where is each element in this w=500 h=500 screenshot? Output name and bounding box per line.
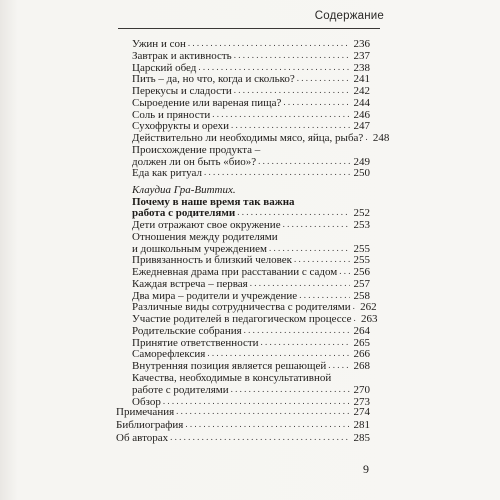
- toc-entry: Саморефлексия . . . 266: [132, 348, 370, 361]
- toc-entry: Об авторах . . . 285: [116, 432, 370, 445]
- toc-entry: Родительские собрания . . . 264: [132, 325, 370, 338]
- toc-entry: Внутренняя позиция является решающей . . . 268: [132, 360, 370, 373]
- toc-entry: Библиография . . . 281: [116, 419, 370, 432]
- toc-entry: Обзор . . . 273: [132, 396, 370, 409]
- toc-entry: Два мира – родители и учреждение . . . 258: [132, 290, 370, 303]
- chapter-author: Клаудиа Гра-Виттих.: [132, 183, 236, 196]
- chapter-title: работа с родителями . . . 252: [132, 207, 370, 220]
- toc-entry: Примечания . . . 274: [116, 406, 370, 419]
- toc-entry: Пить – да, но что, когда и сколько? . . . 241: [132, 73, 370, 86]
- toc-entry-line1: Происхождение продукта –: [132, 143, 261, 156]
- chapter-title-line1: Почему в наше время так важна: [132, 195, 295, 208]
- toc-entry-line1: Отношения между родителями: [132, 230, 278, 243]
- toc-entry: работе с родителями . . . 270: [132, 384, 370, 397]
- toc-entry: Завтрак и активность . . . 237: [132, 50, 370, 63]
- toc-entry-line1: Качества, необходимые в консультативной: [132, 371, 332, 384]
- toc-entry: Ужин и сон . . . 236: [132, 38, 370, 51]
- toc-entry: Действительно ли необходимы мясо, яйца, рыба? . . . 248: [132, 132, 370, 145]
- toc-entry: Участие родителей в педагогическом процессе . . . 263: [132, 313, 370, 326]
- toc-entry: Привязанность и близкий человек . . . 255: [132, 254, 370, 267]
- toc-entry: Сыроедение или вареная пища? . . . 244: [132, 97, 370, 110]
- toc-entry: Дети отражают свое окружение . . . 253: [132, 219, 370, 232]
- toc-entry: Принятие ответственности . . . 265: [132, 337, 370, 350]
- toc-entry: должен ли он быть «био»? . . . 249: [132, 156, 370, 169]
- toc-entry: Царский обед . . . 238: [132, 62, 370, 75]
- toc-entry: Еда как ритуал . . . 250: [132, 167, 370, 180]
- toc-entry: Сухофрукты и орехи . . . 247: [132, 120, 370, 133]
- toc-entry: Различные виды сотрудничества с родителями . . . 262: [132, 301, 370, 314]
- running-header: Содержание: [314, 10, 384, 22]
- toc-entry: Каждая встреча – первая . . . 257: [132, 278, 370, 291]
- toc-entry: Соль и пряности . . . 246: [132, 109, 370, 122]
- toc-entry: Ежедневная драма при расставании с садом . . . 256: [132, 266, 370, 279]
- toc-entry: Перекусы и сладости . . . 242: [132, 85, 370, 98]
- toc-entry: и дошкольным учреждением . . . 255: [132, 243, 370, 256]
- page-number: 9: [363, 462, 369, 476]
